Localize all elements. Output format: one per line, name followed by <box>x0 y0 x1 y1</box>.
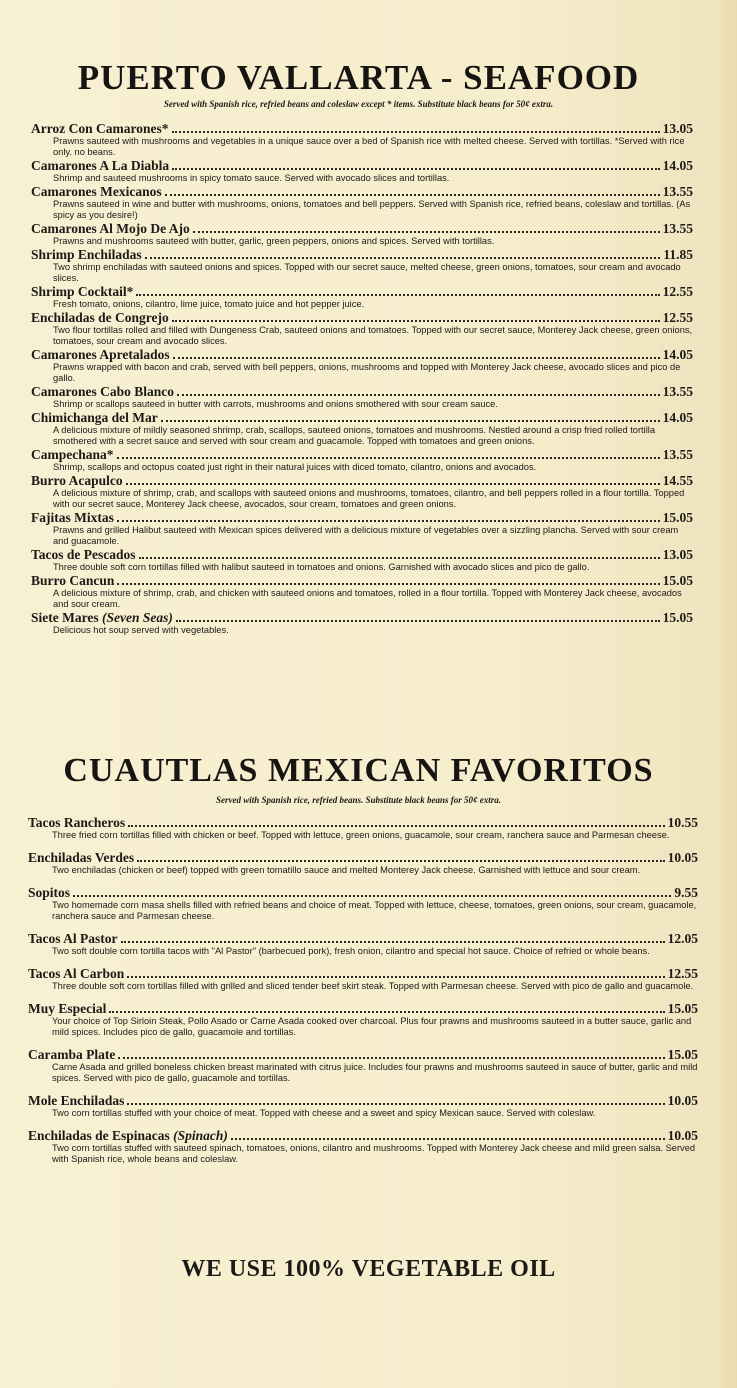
menu-item <box>28 966 698 992</box>
menu-item-name-text: Camarones Mexicanos <box>31 184 162 199</box>
leader-dots <box>136 284 659 296</box>
menu-item-description: Prawns and grilled Halibut sauteed with Mexican spices delivered with a delicious mixture of vegetables over a sizzling plancha. Served with sour cream and guacamole. <box>53 525 679 546</box>
menu-item-name-extra: (Seven Seas) <box>101 610 173 625</box>
menu-item <box>31 284 693 310</box>
leader-dots <box>165 184 660 196</box>
leader-dots <box>137 850 664 862</box>
menu-item-name-extra: (Spinach) <box>173 1128 228 1143</box>
menu-item-price: 13.55 <box>662 384 693 399</box>
favoritos-section-subtitle: Served with Spanish rice, refried beans. Substitute black beans for 50¢ extra. <box>215 795 502 805</box>
menu-item-row <box>31 247 693 262</box>
menu-item-name-text: Chimichanga del Mar <box>31 410 158 425</box>
menu-item <box>31 158 693 184</box>
menu-item-row <box>28 885 698 900</box>
menu-item-name-text: Sopitos <box>28 885 71 900</box>
menu-item-name-text: Caramba Plate <box>28 1047 116 1062</box>
menu-item-price: 13.55 <box>662 184 693 199</box>
menu-item-description: Two homemade corn masa shells filled with refried beans and choice of meat. Topped with lettuce, cheese, tomatoes, green onions, sour cream, guacamole, ranchera sauce and Parmesan cheese. <box>52 900 697 921</box>
menu-item <box>31 547 693 573</box>
menu-item-description: A delicious mixture of mildly seasoned shrimp, crab, scallops, sauteed onions, tomatoes and mushrooms. Nestled around a crisp fried rolled tortilla smothered with a secret sauce and served with sour cream and guacamole. Topped with tomatoes and green onions. <box>53 425 656 446</box>
menu-item-row <box>31 121 693 136</box>
menu-item-price: 14.55 <box>662 473 693 488</box>
menu-item-price: 14.05 <box>662 158 693 173</box>
menu-item <box>31 184 693 221</box>
menu-item-description: A delicious mixture of shrimp, crab, and scallops with sauteed onions and mushrooms, tomatoes, cilantro, and bell peppers rolled in a flour tortilla. Topped with our secret sauce, Monterey Jack cheese, avocados, sour cream, tomatoes and green onions. <box>53 488 685 509</box>
menu-item-price: 10.05 <box>667 850 698 865</box>
menu-item-row <box>31 547 693 562</box>
menu-item-name-text: Burro Cancun <box>31 573 115 588</box>
menu-item <box>28 815 698 841</box>
menu-item-name <box>31 384 174 399</box>
menu-item-name <box>28 966 124 981</box>
menu-item-description: Three fried corn tortillas filled with chicken or beef. Topped with lettuce, green onions, guacamole, sour cream, ranchera sauce and Parmesan cheese. <box>52 830 670 840</box>
menu-item-price: 14.05 <box>662 347 693 362</box>
leader-dots <box>177 384 660 396</box>
menu-item-description: Two flour tortillas rolled and filled with Dungeness Crab, sauteed onions and tomatoes. Topped with our secret sauce, Monterey Jack cheese, green onions, tomatoes, sour cream and avocado slices. <box>53 325 693 346</box>
menu-item-name-text: Mole Enchiladas <box>28 1093 125 1108</box>
menu-item-row <box>31 510 693 525</box>
menu-item-price: 15.05 <box>667 1047 698 1062</box>
menu-item-name <box>31 284 133 299</box>
leader-dots <box>173 347 660 359</box>
menu-item-description: Your choice of Top Sirloin Steak, Pollo Asado or Carne Asada cooked over charcoal. Plus four prawns and mushrooms sauteed in a butter sauce, garlic and mild spices. Includes pico de gallo, guacamole and tortillas. <box>52 1016 692 1037</box>
menu-item-name <box>31 158 169 173</box>
menu-item <box>28 1128 698 1165</box>
menu-item-name <box>31 184 162 199</box>
menu-item-name-text: Camarones Al Mojo De Ajo <box>31 221 190 236</box>
leader-dots <box>231 1128 665 1140</box>
menu-item <box>31 473 693 510</box>
favoritos-menu-list <box>28 815 698 1174</box>
menu-item-row <box>28 966 698 981</box>
menu-item <box>31 347 693 384</box>
menu-item-description: Prawns sauteed with mushrooms and vegetables in a unique sauce over a bed of Spanish rice with melted cheese. Served with tortillas. *Served with rice only. no beans. <box>53 136 685 157</box>
menu-item-name-text: Camarones A La Diabla <box>31 158 170 173</box>
menu-item-name-text: Fajitas Mixtas <box>31 510 114 525</box>
menu-item-name <box>31 447 114 462</box>
menu-item-name <box>31 473 123 488</box>
menu-item <box>28 931 698 957</box>
menu-item-price: 12.55 <box>667 966 698 981</box>
menu-item-price: 15.05 <box>662 573 693 588</box>
menu-item <box>31 510 693 547</box>
menu-item-name <box>28 885 70 900</box>
menu-item-name-text: Enchiladas Verdes <box>28 850 135 865</box>
menu-item-name-text: Siete Mares <box>31 610 99 625</box>
menu-item-name-text: Muy Especial <box>28 1001 107 1016</box>
menu-item-name-text: Campechana* <box>31 447 114 462</box>
leader-dots <box>127 1093 664 1105</box>
menu-item-price: 13.05 <box>662 547 693 562</box>
leader-dots <box>117 447 660 459</box>
menu-item <box>31 610 693 636</box>
leader-dots <box>121 931 665 943</box>
menu-item-price: 10.05 <box>667 1128 698 1143</box>
menu-item-name-text: Enchiladas de Congrejo <box>31 310 169 325</box>
menu-item-name <box>31 247 142 262</box>
leader-dots <box>176 610 660 622</box>
menu-item-description: Fresh tomato, onions, cilantro, lime juice, tomato juice and hot pepper juice. <box>53 299 365 309</box>
leader-dots <box>172 121 660 133</box>
menu-item-price: 9.55 <box>674 885 698 900</box>
menu-item-name <box>28 1001 106 1016</box>
leader-dots <box>126 473 660 485</box>
leader-dots <box>161 410 660 422</box>
menu-item-row <box>28 850 698 865</box>
menu-item-row <box>31 184 693 199</box>
seafood-section-title: PUERTO VALLARTA - SEAFOOD <box>77 58 640 97</box>
leader-dots <box>109 1001 664 1013</box>
leader-dots <box>73 885 671 897</box>
menu-item-description: Shrimp or scallops sauteed in butter with carrots, mushrooms and onions smothered with sour cream sauce. <box>53 399 498 409</box>
menu-item-row <box>31 447 693 462</box>
leader-dots <box>117 510 660 522</box>
menu-item-name-text: Tacos Al Carbon <box>28 966 125 981</box>
menu-item-description: Three double soft corn tortillas filled with halibut sauteed in tomatoes and onions. Garnished with avocado slices and pico de gallo. <box>53 562 590 572</box>
menu-item-row <box>28 1001 698 1016</box>
menu-item-description: Shrimp and sauteed mushrooms in spicy tomato sauce. Served with avocado slices and tortillas. <box>53 173 450 183</box>
menu-item-name <box>31 410 158 425</box>
menu-item-name <box>31 547 136 562</box>
menu-item-name-text: Shrimp Enchiladas <box>31 247 142 262</box>
menu-item-row <box>28 1093 698 1108</box>
menu-item <box>28 1093 698 1119</box>
menu-item-name-text: Camarones Apretalados <box>31 347 170 362</box>
menu-item-description: Carne Asada and grilled boneless chicken breast marinated with citrus juice. Includes four prawns and mushrooms sauteed in sauce of butter, garlic and mild spices. Served with pico de gallo, guacamole and tortillas. <box>52 1062 698 1083</box>
menu-item-name-text: Tacos Al Pastor <box>28 931 118 946</box>
menu-item-description: Two corn tortillas stuffed with sauteed spinach, tomatoes, onions, cilantro and mushrooms. Topped with Monterey Jack cheese and mild green salsa. Served with Spanish rice, whole beans and coleslaw. <box>52 1143 696 1164</box>
seafood-section-subtitle: Served with Spanish rice, refried beans and coleslaw except * items. Substitute black beans for 50¢ extra. <box>163 99 554 109</box>
menu-item-name <box>31 221 190 236</box>
menu-item-name <box>28 1093 124 1108</box>
menu-item-price: 12.05 <box>667 931 698 946</box>
menu-item-name-text: Enchiladas de Espinacas <box>28 1128 170 1143</box>
menu-item-price: 15.05 <box>667 1001 698 1016</box>
menu-item-name-text: Tacos Rancheros <box>28 815 126 830</box>
menu-item-row <box>28 815 698 830</box>
leader-dots <box>193 221 660 233</box>
menu-item-name-text: Shrimp Cocktail* <box>31 284 134 299</box>
menu-item-name <box>28 931 118 946</box>
menu-item-price: 13.55 <box>662 447 693 462</box>
menu-item-description: Two corn tortillas stuffed with your choice of meat. Topped with cheese and a sweet and spicy Mexican sauce. Served with coleslaw. <box>52 1108 596 1118</box>
menu-item-price: 11.85 <box>663 247 693 262</box>
menu-item-row <box>28 1128 698 1143</box>
leader-dots <box>139 547 660 559</box>
menu-item-row <box>28 931 698 946</box>
menu-item <box>31 247 693 284</box>
menu-item-name <box>31 573 114 588</box>
menu-item-price: 13.55 <box>662 221 693 236</box>
menu-item-price: 15.05 <box>662 610 693 625</box>
menu-item-name <box>31 347 170 362</box>
menu-item-row <box>31 284 693 299</box>
menu-item-price: 15.05 <box>662 510 693 525</box>
menu-item <box>31 573 693 610</box>
menu-item-name <box>28 1128 228 1143</box>
menu-item-price: 10.05 <box>667 1093 698 1108</box>
menu-item-row <box>31 158 693 173</box>
menu-item-description: Shrimp, scallops and octopus coated just right in their natural juices with diced tomato, cilantro, onions and avocados. <box>53 462 537 472</box>
menu-item-description: Prawns sauteed in wine and butter with mushrooms, onions, tomatoes and bell peppers. Served with Spanish rice, refried beans, coleslaw and tortillas. (As spicy as you desire!) <box>53 199 691 220</box>
menu-item-description: Two enchiladas (chicken or beef) topped with green tomatillo sauce and melted Monterey Jack cheese. Garnished with lettuce and sour cream. <box>52 865 641 875</box>
menu-item-description: Three double soft corn tortillas filled with grilled and sliced tender beef skirt steak. Topped with Parmesan cheese. Served with pico de gallo and guacamole. <box>52 981 694 991</box>
menu-item-row <box>31 473 693 488</box>
menu-item-price: 14.05 <box>662 410 693 425</box>
menu-item-name-text: Camarones Cabo Blanco <box>31 384 175 399</box>
leader-dots <box>172 310 660 322</box>
menu-item-row <box>31 610 693 625</box>
leader-dots <box>172 158 659 170</box>
menu-item <box>31 384 693 410</box>
menu-item-name-text: Arroz Con Camarones* <box>31 121 169 136</box>
paper-edge <box>715 0 737 1388</box>
menu-item <box>31 447 693 473</box>
favoritos-section-title: CUAUTLAS MEXICAN FAVORITOS <box>63 752 654 789</box>
leader-dots <box>145 247 661 259</box>
menu-item-row <box>31 573 693 588</box>
menu-item-name <box>31 310 169 325</box>
menu-item-price: 12.55 <box>662 310 693 325</box>
menu-item-description: Two shrimp enchiladas with sauteed onions and spices. Topped with our secret sauce, melted cheese, green onions, tomatoes, sour cream and avocado slices. <box>53 262 681 283</box>
menu-item-price: 13.05 <box>662 121 693 136</box>
menu-item-price: 10.55 <box>667 815 698 830</box>
menu-item-price: 12.55 <box>662 284 693 299</box>
menu-item-description: Prawns and mushrooms sauteed with butter, garlic, green peppers, onions and spices. Served with tortillas. <box>53 236 495 246</box>
leader-dots <box>127 966 664 978</box>
menu-item-description: Two soft double corn tortilla tacos with "Al Pastor" (barbecued pork), fresh onion, cilantro and special hot sauce. Choice of refried or whole beans. <box>52 946 650 956</box>
menu-item <box>28 885 698 922</box>
menu-item-row <box>31 384 693 399</box>
menu-item-row <box>28 1047 698 1062</box>
seafood-menu-list <box>31 121 693 636</box>
menu-item-name <box>28 1047 115 1062</box>
menu-item <box>31 410 693 447</box>
menu-item-description: Delicious hot soup served with vegetables. <box>53 625 229 635</box>
menu-item-name <box>31 610 173 625</box>
menu-item <box>28 850 698 876</box>
menu-item-name <box>31 510 114 525</box>
leader-dots <box>117 573 659 585</box>
menu-item <box>28 1001 698 1038</box>
menu-item-description: Prawns wrapped with bacon and crab, served with bell peppers, onions, mushrooms and topped with Monterey Jack cheese, avocado slices and pico de gallo. <box>53 362 681 383</box>
menu-item-row <box>31 347 693 362</box>
leader-dots <box>118 1047 664 1059</box>
menu-item-name <box>31 121 169 136</box>
menu-item-name-text: Burro Acapulco <box>31 473 123 488</box>
menu-item-name-text: Tacos de Pescados <box>31 547 136 562</box>
menu-item <box>31 221 693 247</box>
menu-item-row <box>31 221 693 236</box>
menu-item-name <box>28 850 134 865</box>
menu-item-description: A delicious mixture of shrimp, crab, and chicken with sauteed onions and tomatoes, rolled in a flour tortilla. Topped with Monterey Jack cheese, avocados and sour cream. <box>53 588 682 609</box>
menu-item <box>31 310 693 347</box>
leader-dots <box>128 815 664 827</box>
menu-item <box>31 121 693 158</box>
vegetable-oil-footer: WE USE 100% VEGETABLE OIL <box>181 1256 556 1282</box>
menu-item-row <box>31 310 693 325</box>
menu-item-row <box>31 410 693 425</box>
menu-item <box>28 1047 698 1084</box>
menu-item-name <box>28 815 125 830</box>
